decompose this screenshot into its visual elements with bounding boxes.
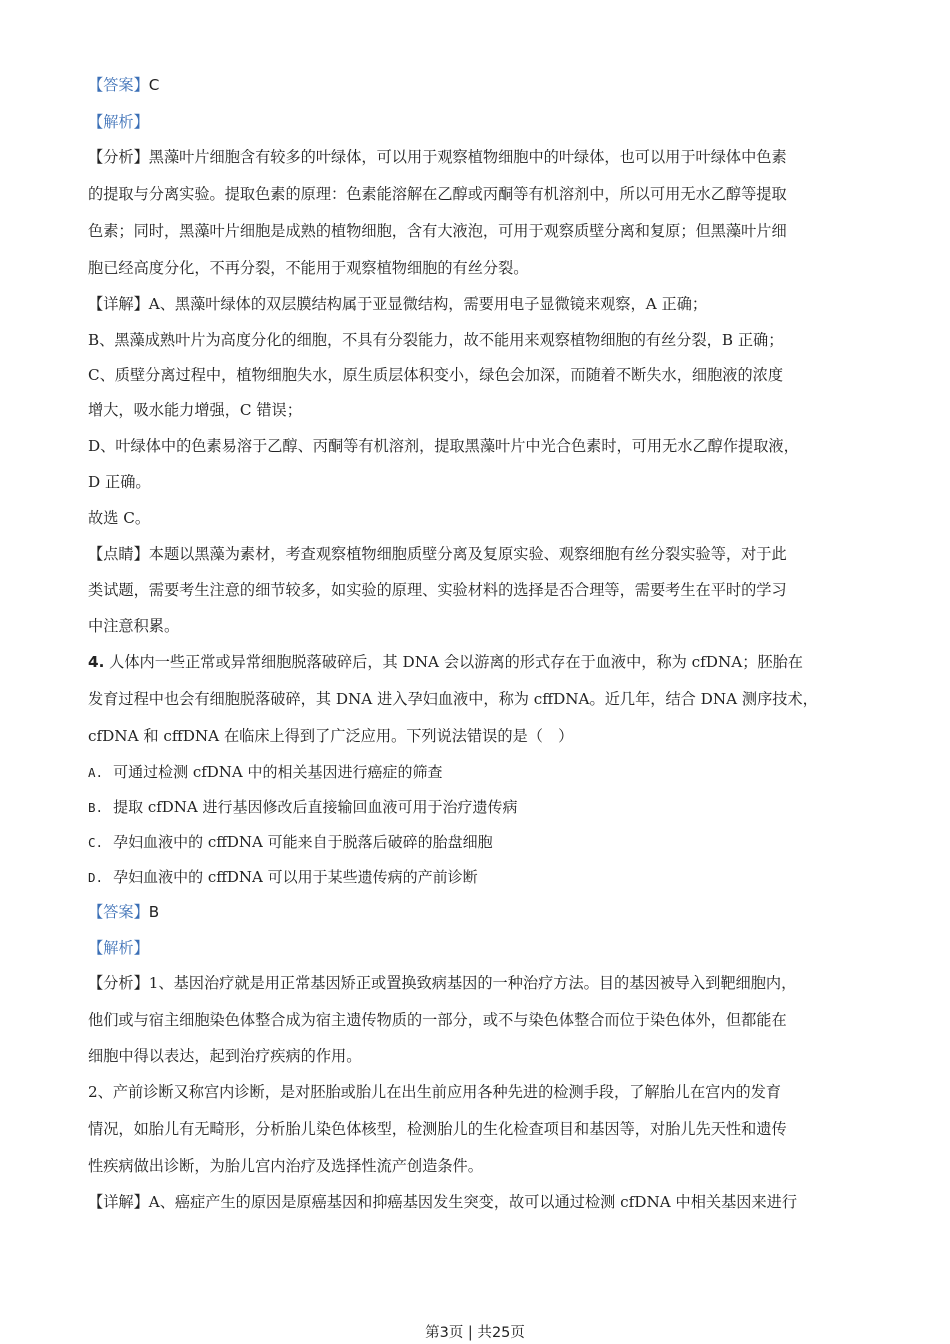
analysis-tag: 【分析】 xyxy=(88,148,149,166)
q4-option-a: A. 可通过检测 cfDNA 中的相关基因进行癌症的筛查 xyxy=(88,763,443,781)
detail-tag: 【详解】 xyxy=(88,295,149,313)
q4-option-b: B. 提取 cfDNA 进行基因修改后直接输回血液可用于治疗遗传病 xyxy=(88,798,518,816)
answer-tag: 【答案】 xyxy=(88,903,149,921)
q4-jiexi-tag: 【解析】 xyxy=(88,939,149,957)
q3-comment-line: 中注意积累。 xyxy=(88,617,180,635)
q4-stem-line: cfDNA 和 cffDNA 在临床上得到了广泛应用。下列说法错误的是（ ） xyxy=(88,727,574,745)
q3-detail-line: 增大，吸水能力增强，C 错误； xyxy=(88,401,302,419)
answer-tag: 【答案】 xyxy=(88,76,149,94)
q3-comment-line: 类试题，需要考生注意的细节较多，如实验的原理、实验材料的选择是否合理等，需要考生在平时的学习 xyxy=(88,581,787,599)
q4-detail-line: 【详解】A、癌症产生的原因是原癌基因和抑癌基因发生突变，故可以通过检测 cfDNA 中相关基因来进行 xyxy=(88,1193,798,1211)
q3-comment-line: 【点睛】本题以黑藻为素材，考查观察植物细胞质壁分离及复原实验、观察细胞有丝分裂实验等，对于此 xyxy=(88,545,787,563)
total-pages: 25 xyxy=(491,1325,511,1341)
answer-value: B xyxy=(148,903,160,921)
q4-analysis-line: 【分析】1、基因治疗就是用正常基因矫正或置换致病基因的一种治疗方法。目的基因被导入到靶细胞内， xyxy=(88,974,797,992)
current-page: 3 xyxy=(439,1325,449,1341)
q4-stem-line: 4. 人体内一些正常或异常细胞脱落破碎后，其 DNA 会以游离的形式存在于血液中，称为 cfDNA；胚胎在 xyxy=(88,653,803,671)
q4-option-d: D. 孕妇血液中的 cffDNA 可以用于某些遗传病的产前诊断 xyxy=(88,868,478,886)
q4-analysis-line: 情况，如胎儿有无畸形，分析胎儿染色体核型，检测胎儿的生化检查项目和基因等，对胎儿先天性和遗传 xyxy=(88,1120,787,1138)
q4-stem-line: 发育过程中也会有细胞脱落破碎，其 DNA 进入孕妇血液中，称为 cffDNA。近几年，结合 DNA 测序技术， xyxy=(88,690,818,708)
q3-detail-line: B、黑藻成熟叶片为高度分化的细胞，不具有分裂能力，故不能用来观察植物细胞的有丝分裂，B 正确； xyxy=(88,331,784,349)
answer-value: C xyxy=(148,76,160,94)
q4-analysis-line: 2、产前诊断又称宫内诊断，是对胚胎或胎儿在出生前应用各种先进的检测手段，了解胎儿在宫内的发育 xyxy=(88,1083,782,1101)
q3-answer-line xyxy=(88,73,878,97)
question-number: 4. xyxy=(88,653,105,671)
q4-answer-line xyxy=(88,900,878,924)
q3-conclusion: 故选 C。 xyxy=(88,509,151,527)
q3-detail-line: 【详解】A、黑藻叶绿体的双层膜结构属于亚显微结构，需要用电子显微镜来观察，A 正确； xyxy=(88,295,708,313)
comment-tag: 【点睛】 xyxy=(88,545,149,563)
q3-detail-line: D、叶绿体中的色素易溶于乙醇、丙酮等有机溶剂，提取黑藻叶片中光合色素时，可用无水乙醇作提取液， xyxy=(88,437,799,455)
page-footer: 第3页 | 共25页 xyxy=(425,1325,525,1341)
q3-analysis-line: 色素；同时，黑藻叶片细胞是成熟的植物细胞，含有大液泡，可用于观察质壁分离和复原；但黑藻叶片细 xyxy=(88,222,787,240)
q3-jiexi-tag: 【解析】 xyxy=(88,113,149,131)
q3-detail-line: C、质壁分离过程中，植物细胞失水，原生质层体积变小，绿色会加深，而随着不断失水，细胞液的浓度 xyxy=(88,366,784,384)
q4-analysis-line: 性疾病做出诊断，为胎儿宫内治疗及选择性流产创造条件。 xyxy=(88,1157,483,1175)
q4-analysis-line: 细胞中得以表达，起到治疗疾病的作用。 xyxy=(88,1047,362,1065)
q3-analysis-line: 【分析】黑藻叶片细胞含有较多的叶绿体，可以用于观察植物细胞中的叶绿体，也可以用于叶绿体中色素 xyxy=(88,148,787,166)
detail-tag: 【详解】 xyxy=(88,1193,149,1211)
analysis-tag: 【分析】 xyxy=(88,974,149,992)
q3-analysis-line: 的提取与分离实验。提取色素的原理：色素能溶解在乙醇或丙酮等有机溶剂中，所以可用无水乙醇等提取 xyxy=(88,185,787,203)
q4-analysis-line: 他们或与宿主细胞染色体整合成为宿主遗传物质的一部分，或不与染色体整合而位于染色体外，但都能在 xyxy=(88,1011,787,1029)
q4-option-c: C. 孕妇血液中的 cffDNA 可能来自于脱落后破碎的胎盘细胞 xyxy=(88,833,493,851)
q3-detail-line: D 正确。 xyxy=(88,473,151,491)
q3-analysis-line: 胞已经高度分化，不再分裂，不能用于观察植物细胞的有丝分裂。 xyxy=(88,259,529,277)
